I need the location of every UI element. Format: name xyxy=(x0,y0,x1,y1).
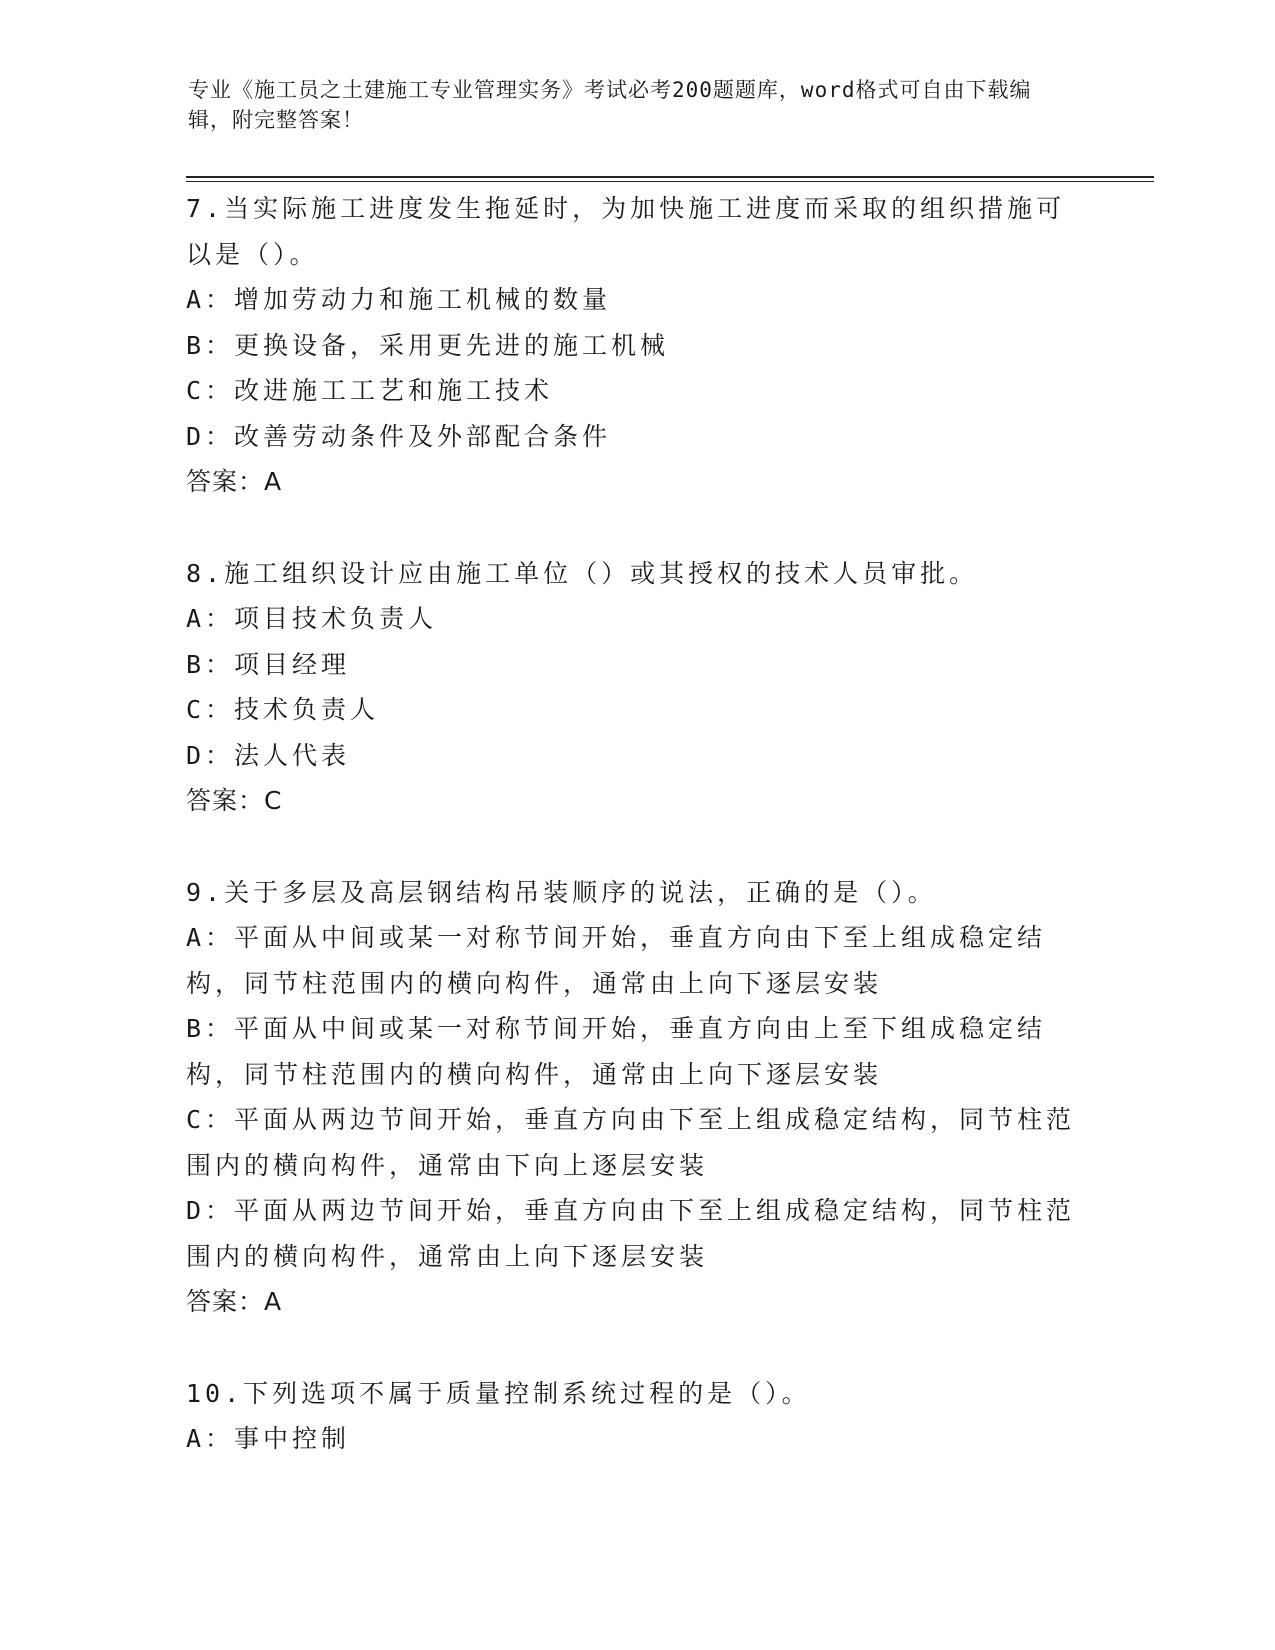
header-divider-thick xyxy=(186,176,1154,178)
option-a: A：平面从中间或某一对称节间开始，垂直方向由下至上组成稳定结构，同节柱范围内的横向构件，通常由上向下逐层安装 xyxy=(186,923,1047,998)
question-10 xyxy=(186,1371,1086,1462)
question-stem: 9.关于多层及高层钢结构吊装顺序的说法，正确的是（）。 xyxy=(186,877,937,907)
option-c: C：平面从两边节间开始，垂直方向由下至上组成稳定结构，同节柱范围内的横向构件，通常由下向上逐层安装 xyxy=(186,1105,1076,1180)
option-d: D：法人代表 xyxy=(186,740,351,770)
header-divider-thin xyxy=(186,181,1154,182)
question-stem: 8.施工组织设计应由施工单位（）或其授权的技术人员审批。 xyxy=(186,558,979,588)
answer-line: 答案：A xyxy=(186,1287,283,1316)
option-c: C：技术负责人 xyxy=(186,695,380,724)
option-a: A：项目技术负责人 xyxy=(186,604,438,633)
option-b: B：更换设备，采用更先进的施工机械 xyxy=(186,330,670,360)
question-7 xyxy=(186,186,1086,505)
question-list xyxy=(186,186,1086,1508)
answer-line: 答案：A xyxy=(186,467,283,496)
option-b: B：平面从中间或某一对称节间开始，垂直方向由上至下组成稳定结构，同节柱范围内的横向构件，通常由上向下逐层安装 xyxy=(186,1014,1047,1089)
question-stem: 7.当实际施工进度发生拖延时，为加快施工进度而采取的组织措施可以是（）。 xyxy=(186,194,1066,269)
question-9 xyxy=(186,870,1086,1325)
option-b: B：项目经理 xyxy=(186,649,351,679)
option-d: D：平面从两边节间开始，垂直方向由下至上组成稳定结构，同节柱范围内的横向构件，通常由上向下逐层安装 xyxy=(186,1196,1076,1271)
option-d: D：改善劳动条件及外部配合条件 xyxy=(186,421,612,451)
question-stem: 10.下列选项不属于质量控制系统过程的是（）。 xyxy=(186,1378,811,1408)
option-c: C：改进施工工艺和施工技术 xyxy=(186,376,554,405)
answer-line: 答案：C xyxy=(186,786,283,815)
option-a: A：事中控制 xyxy=(186,1424,351,1453)
document-header: 专业《施工员之土建施工专业管理实务》考试必考200题题库，word格式可自由下载编辑，附完整答案！ xyxy=(188,78,1032,132)
question-8 xyxy=(186,551,1086,824)
option-a: A：增加劳动力和施工机械的数量 xyxy=(186,285,612,314)
